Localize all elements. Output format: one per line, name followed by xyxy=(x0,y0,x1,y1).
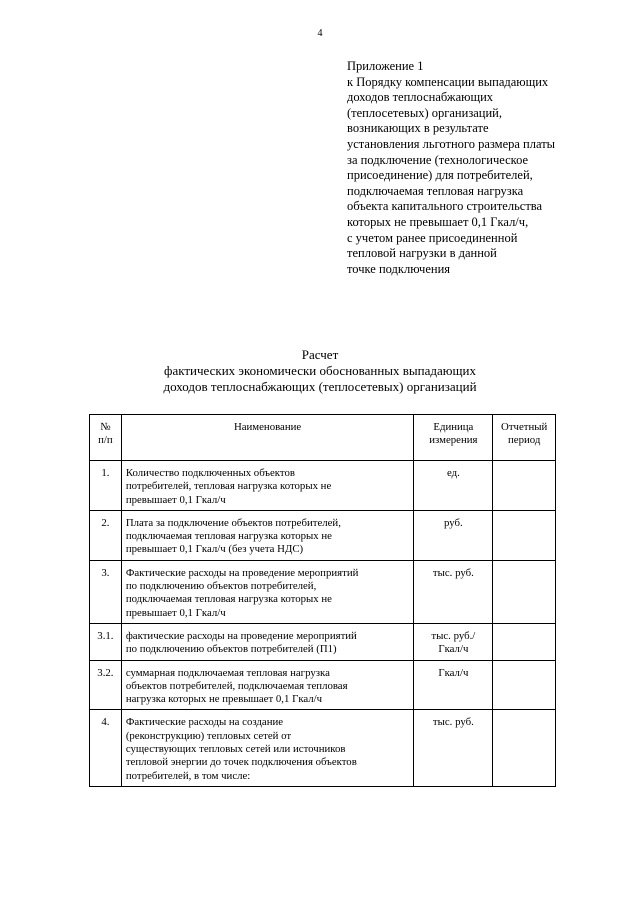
appendix-line: присоединение) для потребителей, xyxy=(347,168,533,183)
table-row xyxy=(90,510,556,560)
appendix-line: точке подключения xyxy=(347,261,451,276)
row-number: 4. xyxy=(90,710,122,786)
row-name-line: объектов потребителей, подключаемая тепловая xyxy=(125,679,348,692)
appendix-line: которых не превышает 0,1 Гкал/ч, xyxy=(347,214,529,229)
row-name-line: тепловой энергии до точек подключения объектов xyxy=(125,756,357,769)
row-unit-line: тыс. руб. xyxy=(432,716,474,729)
row-name-line: потребителей, в том числе: xyxy=(125,769,251,782)
header-period xyxy=(493,415,556,461)
appendix-line: объекта капитального строительства xyxy=(347,199,543,214)
row-name-line: Плата за подключение объектов потребителей, xyxy=(125,516,341,529)
row-name-line: суммарная подключаемая тепловая нагрузка xyxy=(125,666,330,679)
appendix-line: за подключение (технологическое xyxy=(347,152,529,167)
page-number: 4 xyxy=(317,28,323,39)
calculation-table xyxy=(89,414,556,787)
row-unit-line: Гкал/ч xyxy=(438,666,469,679)
row-period-value xyxy=(493,560,556,623)
table-row xyxy=(90,660,556,710)
row-name-line: Количество подключенных объектов xyxy=(125,467,295,479)
row-number: 3.2. xyxy=(90,660,122,710)
header-num-text: п/п xyxy=(98,434,113,447)
row-name-line: Фактические расходы на создание xyxy=(125,716,284,729)
row-unit xyxy=(414,510,493,560)
row-unit xyxy=(414,660,493,710)
appendix-line: к Порядку компенсации выпадающих xyxy=(347,74,549,89)
row-number: 3.1. xyxy=(90,623,122,660)
header-period-text: Отчетный xyxy=(501,421,548,433)
document-title xyxy=(0,347,640,395)
row-period-value xyxy=(493,623,556,660)
row-name-line: по подключению объектов потребителей (П1) xyxy=(125,643,337,656)
row-name xyxy=(121,710,414,786)
table-row xyxy=(90,461,556,511)
row-name-line: существующих тепловых сетей или источников xyxy=(125,743,346,756)
appendix-line: установления льготного размера платы xyxy=(347,136,556,151)
appendix-header xyxy=(347,59,597,277)
header-num-text: № xyxy=(100,421,111,433)
row-unit-line: ед. xyxy=(446,467,460,479)
row-name xyxy=(121,510,414,560)
appendix-line: возникающих в результате xyxy=(347,121,489,136)
header-unit-text: измерения xyxy=(429,434,478,447)
header-num xyxy=(90,415,122,461)
row-name-line: превышает 0,1 Гкал/ч xyxy=(125,606,226,619)
row-name-line: подключаемая тепловая нагрузка которых не xyxy=(125,530,332,543)
appendix-line: тепловой нагрузки в данной xyxy=(347,246,497,261)
header-name xyxy=(121,415,414,461)
row-name-line: превышает 0,1 Гкал/ч xyxy=(125,493,226,506)
row-name-line: подключаемая тепловая нагрузка которых не xyxy=(125,593,332,606)
row-name-line: Фактические расходы на проведение мероприятий xyxy=(125,566,359,579)
row-name-line: фактические расходы на проведение мероприятий xyxy=(125,629,357,642)
row-number: 2. xyxy=(90,510,122,560)
row-name xyxy=(121,461,414,511)
header-name-text: Наименование xyxy=(233,421,302,433)
header-unit-text: Единица xyxy=(433,421,474,433)
appendix-line: (теплосетевых) организаций, xyxy=(347,105,502,120)
appendix-line: Приложение 1 xyxy=(347,59,424,73)
row-unit xyxy=(414,623,493,660)
table-row xyxy=(90,560,556,623)
title-line: доходов теплоснабжающих (теплосетевых) организаций xyxy=(163,379,477,394)
row-unit xyxy=(414,560,493,623)
row-name xyxy=(121,560,414,623)
table-row xyxy=(90,623,556,660)
row-period-value xyxy=(493,710,556,786)
row-unit-line: тыс. руб./ xyxy=(431,629,476,642)
row-period-value xyxy=(493,660,556,710)
row-name xyxy=(121,623,414,660)
row-name-line: нагрузка которых не превышает 0,1 Гкал/ч xyxy=(125,693,323,706)
table-row xyxy=(90,710,556,786)
row-unit-line: Гкал/ч xyxy=(438,643,469,656)
title-line: фактических экономически обоснованных выпадающих xyxy=(164,363,476,378)
table-header-row xyxy=(90,415,556,461)
appendix-line: доходов теплоснабжающих xyxy=(347,90,494,105)
appendix-line: подключаемая тепловая нагрузка xyxy=(347,183,524,198)
row-period-value xyxy=(493,461,556,511)
header-period-text: период xyxy=(508,434,541,447)
header-unit xyxy=(414,415,493,461)
appendix-line: с учетом ранее присоединенной xyxy=(347,230,518,245)
row-name-line: потребителей, тепловая нагрузка которых не xyxy=(125,480,332,493)
row-unit xyxy=(414,710,493,786)
row-name-line: по подключению объектов потребителей, xyxy=(125,580,317,593)
title-line: Расчет xyxy=(301,347,339,362)
row-unit xyxy=(414,461,493,511)
row-number: 1. xyxy=(90,461,122,511)
row-name-line: превышает 0,1 Гкал/ч (без учета НДС) xyxy=(125,543,304,556)
row-unit-line: руб. xyxy=(444,516,463,529)
row-unit-line: тыс. руб. xyxy=(432,566,474,579)
row-name-line: (реконструкцию) тепловых сетей от xyxy=(125,729,292,742)
row-number: 3. xyxy=(90,560,122,623)
row-period-value xyxy=(493,510,556,560)
row-name xyxy=(121,660,414,710)
